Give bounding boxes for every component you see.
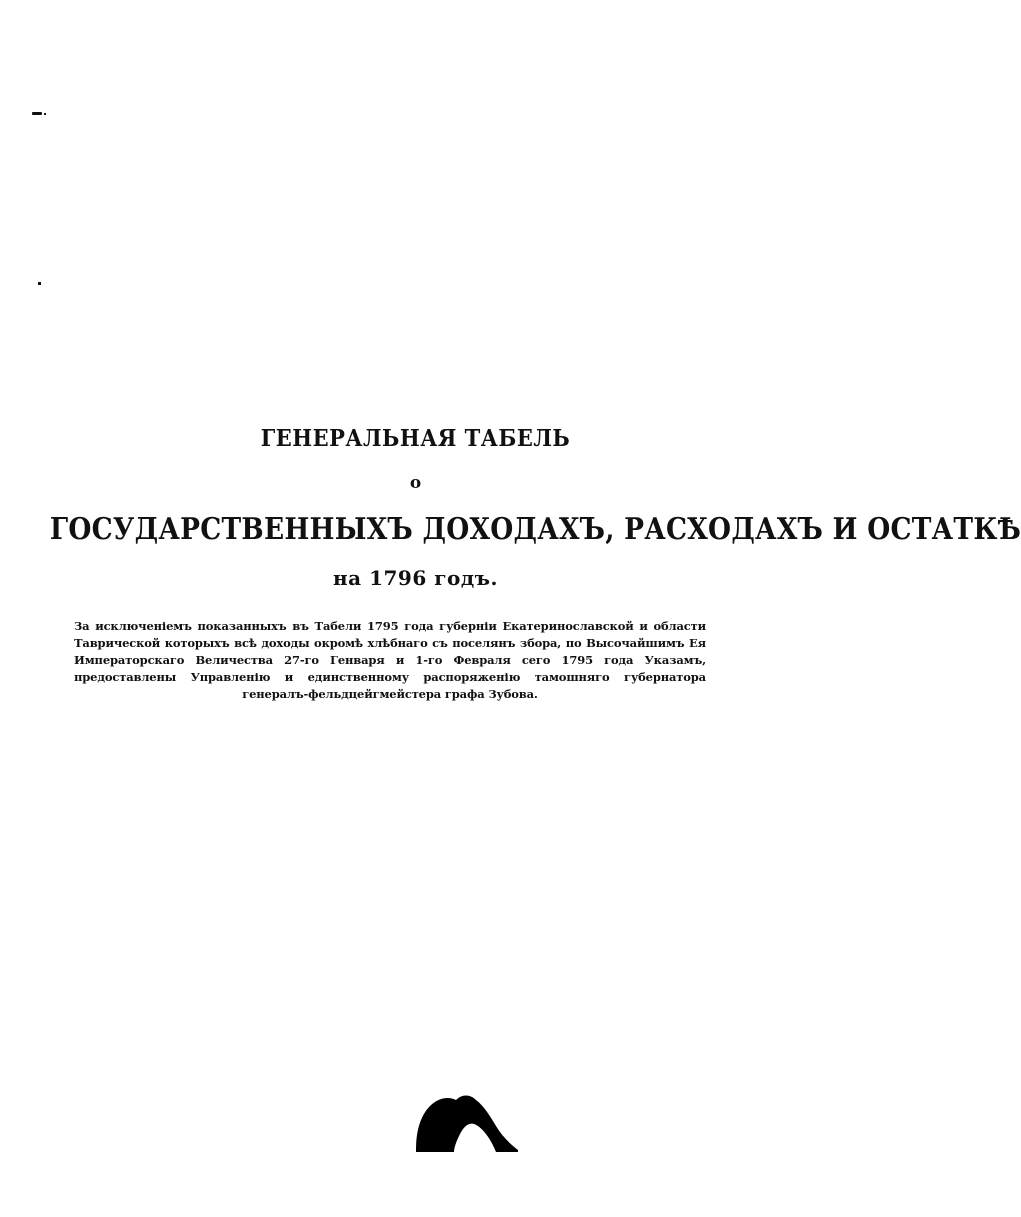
title-year: на 1796 годъ. [333, 566, 498, 590]
ink-speck [44, 113, 46, 115]
ink-speck [38, 282, 41, 285]
explanatory-note: За исключеніемъ показанныхъ въ Табели 1795 года губерніи Екатеринославской и области Таврической которыхъ всѣ доходы окромѣ хлѣбнаго съ поселянъ збора, по Высочайшимъ Ея Императорскаго Величества 27-го Генваря и 1-го Февраля сего 1795 года Указамъ, предоставлены Управленію и единственному распоряженію тамошняго губернатора генералъ-фельдцейгмейстера графа Зубова. [74, 619, 706, 701]
title-connector: о [409, 473, 422, 493]
title-main-subject: ГОСУДАРСТВЕННЫХЪ ДОХОДАХЪ, РАСХОДАХЪ И ОСТАТКѢ [49, 512, 1021, 547]
ink-blot-ornament [414, 1092, 520, 1154]
ink-speck [32, 112, 42, 115]
title-general-table: ГЕНЕРАЛЬНАЯ ТАБЕЛЬ [260, 423, 571, 452]
